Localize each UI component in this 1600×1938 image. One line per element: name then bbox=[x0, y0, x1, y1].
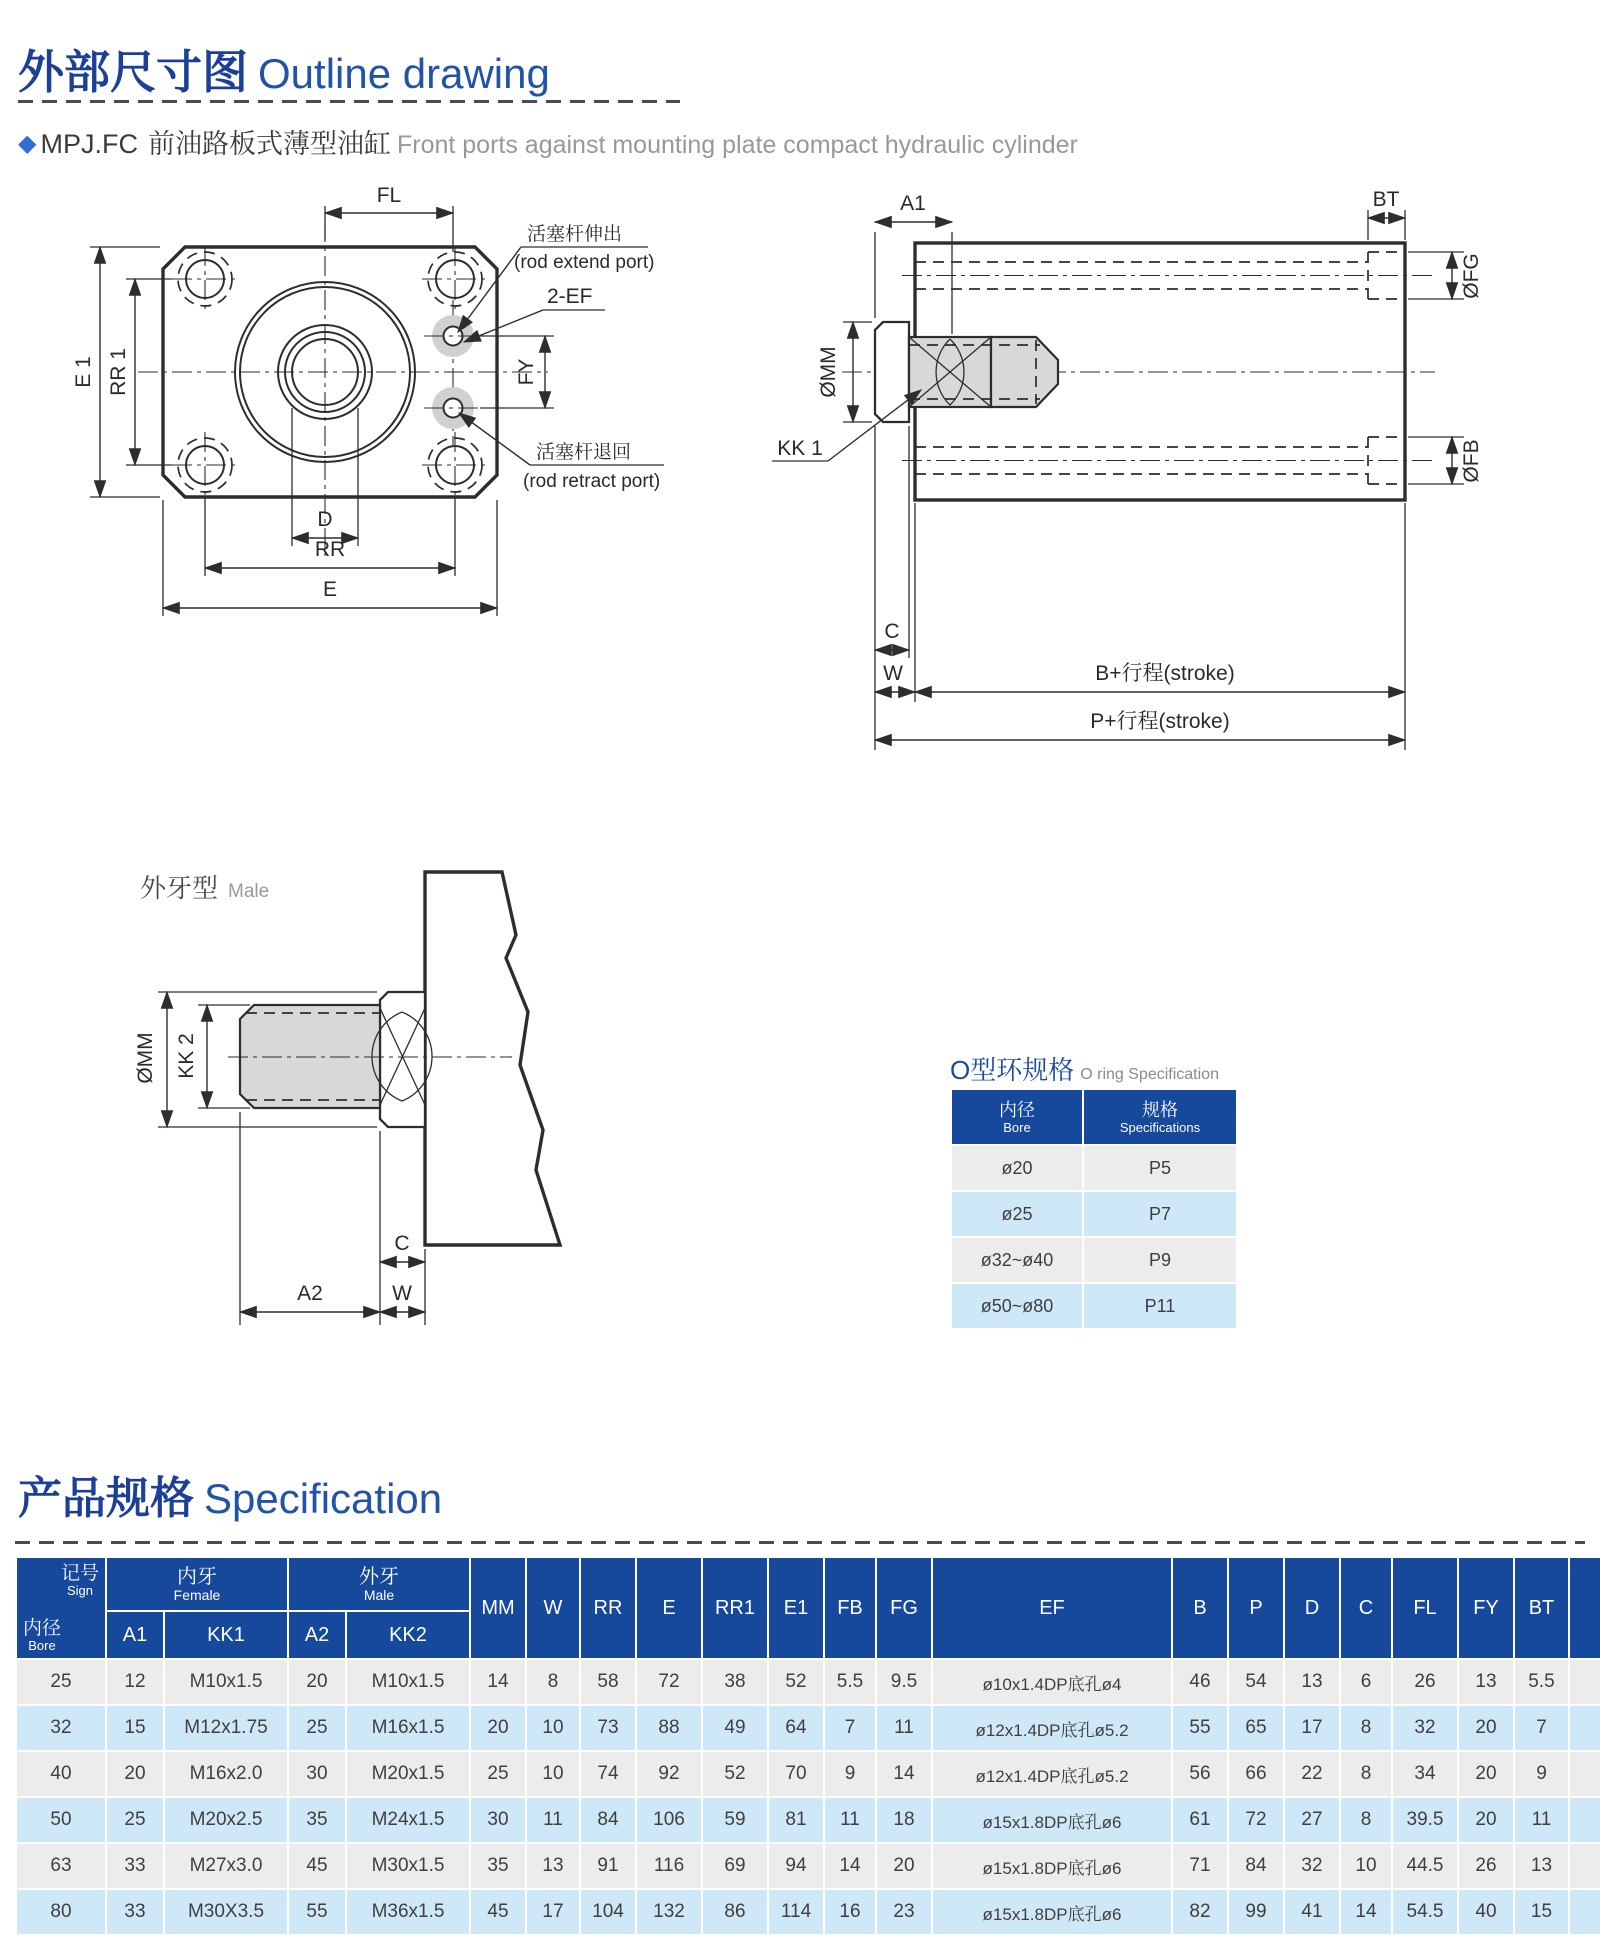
male-view-title-en: Male bbox=[228, 881, 270, 902]
dim-fg: ØFG bbox=[1460, 253, 1483, 299]
table-cell: 45 bbox=[470, 1889, 526, 1935]
dim-fy: FY bbox=[515, 358, 538, 386]
table-cell: P11 bbox=[1083, 1283, 1237, 1329]
table-cell: 15 bbox=[106, 1705, 164, 1751]
page-title-cn: 外部尺寸图 bbox=[18, 46, 248, 98]
male-view-drawing bbox=[134, 872, 560, 1325]
front-view-drawing bbox=[72, 184, 664, 616]
spec-section-title bbox=[18, 1462, 442, 1526]
table-cell: M16x2.0 bbox=[164, 1751, 288, 1797]
table-cell: 20 bbox=[288, 1659, 346, 1705]
col-rr: RR bbox=[580, 1557, 636, 1659]
table-cell: 33 bbox=[106, 1843, 164, 1889]
table-cell: 12 bbox=[106, 1659, 164, 1705]
table-cell: P9 bbox=[1083, 1237, 1237, 1283]
table-cell: 49 bbox=[702, 1705, 768, 1751]
table-cell: 13 bbox=[1458, 1659, 1514, 1705]
side-view-drawing bbox=[772, 188, 1483, 750]
table-cell: P7 bbox=[1083, 1191, 1237, 1237]
col-a1: A1 bbox=[106, 1611, 164, 1659]
table-cell: 14 bbox=[824, 1843, 876, 1889]
oring-header-spec bbox=[1083, 1089, 1237, 1145]
table-cell: 64 bbox=[768, 1705, 824, 1751]
col-c: C bbox=[1340, 1557, 1392, 1659]
table-cell: 20 bbox=[876, 1843, 932, 1889]
table-cell: 94 bbox=[768, 1843, 824, 1889]
table-cell-edge bbox=[1569, 1659, 1600, 1705]
table-cell: 13 bbox=[1514, 1843, 1569, 1889]
table-cell: M30X3.5 bbox=[164, 1889, 288, 1935]
table-row bbox=[951, 1145, 1237, 1191]
table-row bbox=[16, 1797, 1600, 1843]
table-cell: ø50~ø80 bbox=[951, 1283, 1083, 1329]
table-cell: 69 bbox=[702, 1843, 768, 1889]
oring-title-en: O ring Specification bbox=[1080, 1066, 1219, 1083]
spec-table-body bbox=[16, 1659, 1600, 1935]
table-cell: 56 bbox=[1172, 1751, 1228, 1797]
table-cell: 9 bbox=[1514, 1751, 1569, 1797]
table-cell: 11 bbox=[1514, 1797, 1569, 1843]
dim-rr: RR bbox=[314, 538, 346, 561]
table-cell: M20x2.5 bbox=[164, 1797, 288, 1843]
table-cell: M12x1.75 bbox=[164, 1705, 288, 1751]
col-fl: FL bbox=[1392, 1557, 1458, 1659]
table-cell: 8 bbox=[1340, 1797, 1392, 1843]
table-cell: 55 bbox=[1172, 1705, 1228, 1751]
table-cell: 20 bbox=[106, 1751, 164, 1797]
table-cell: M36x1.5 bbox=[346, 1889, 470, 1935]
group-female-en: Female bbox=[173, 1586, 221, 1603]
spec-table bbox=[15, 1556, 1600, 1936]
model-code: MPJ.FC bbox=[40, 129, 138, 159]
subtitle-en: Front ports against mounting plate compact hydraulic cylinder bbox=[396, 131, 1078, 159]
table-cell: 10 bbox=[526, 1705, 580, 1751]
group-female-cn: 内牙 bbox=[177, 1565, 217, 1588]
table-cell: 16 bbox=[824, 1889, 876, 1935]
oring-header-bore bbox=[951, 1089, 1083, 1145]
table-row bbox=[16, 1843, 1600, 1889]
dim-e: E bbox=[322, 578, 338, 601]
col-d: D bbox=[1284, 1557, 1340, 1659]
table-cell: 27 bbox=[1284, 1797, 1340, 1843]
dim-kk2: KK 2 bbox=[175, 1033, 198, 1079]
col-ef: EF bbox=[932, 1557, 1172, 1659]
table-cell: 35 bbox=[470, 1843, 526, 1889]
table-cell: 23 bbox=[876, 1889, 932, 1935]
table-cell: ø15x1.8DP底孔ø6 bbox=[932, 1889, 1172, 1935]
table-cell: 61 bbox=[1172, 1797, 1228, 1843]
table-cell: 26 bbox=[1392, 1659, 1458, 1705]
rod-retract-label-en: (rod retract port) bbox=[523, 471, 661, 492]
col-fy: FY bbox=[1458, 1557, 1514, 1659]
table-cell: 81 bbox=[768, 1797, 824, 1843]
col-kk1: KK1 bbox=[164, 1611, 288, 1659]
dim-d: D bbox=[317, 508, 333, 531]
table-row bbox=[16, 1889, 1600, 1935]
table-cell: 114 bbox=[768, 1889, 824, 1935]
corner-bore-en: Bore bbox=[28, 1638, 56, 1653]
table-cell: 8 bbox=[1340, 1705, 1392, 1751]
table-cell: 70 bbox=[768, 1751, 824, 1797]
dim-2ef: 2-EF bbox=[547, 285, 593, 308]
table-cell: 11 bbox=[526, 1797, 580, 1843]
table-row bbox=[951, 1283, 1237, 1329]
table-cell: 14 bbox=[1340, 1889, 1392, 1935]
col-rr1: RR1 bbox=[702, 1557, 768, 1659]
table-cell: 30 bbox=[288, 1751, 346, 1797]
oring-table bbox=[950, 1088, 1238, 1330]
table-cell: 44.5 bbox=[1392, 1843, 1458, 1889]
table-cell: 17 bbox=[526, 1889, 580, 1935]
table-cell: M24x1.5 bbox=[346, 1797, 470, 1843]
table-cell: 35 bbox=[288, 1797, 346, 1843]
page-title-en: Outline drawing bbox=[258, 50, 550, 97]
table-cell: 32 bbox=[16, 1705, 106, 1751]
table-cell: 10 bbox=[526, 1751, 580, 1797]
table-cell: 9.5 bbox=[876, 1659, 932, 1705]
table-cell: M20x1.5 bbox=[346, 1751, 470, 1797]
table-cell-edge bbox=[1569, 1889, 1600, 1935]
table-cell: 8 bbox=[1340, 1751, 1392, 1797]
table-cell: 11 bbox=[876, 1705, 932, 1751]
table-cell: 52 bbox=[768, 1659, 824, 1705]
table-cell: 40 bbox=[16, 1751, 106, 1797]
table-cell: 6 bbox=[1340, 1659, 1392, 1705]
table-cell: 86 bbox=[702, 1889, 768, 1935]
group-male-cn: 外牙 bbox=[359, 1565, 399, 1588]
group-male-en: Male bbox=[363, 1586, 395, 1603]
table-cell: 20 bbox=[1458, 1751, 1514, 1797]
spec-title-en: Specification bbox=[204, 1475, 443, 1522]
table-cell: 7 bbox=[824, 1705, 876, 1751]
spec-header-row-1 bbox=[16, 1557, 1600, 1611]
table-cell-edge bbox=[1569, 1751, 1600, 1797]
table-cell: 72 bbox=[1228, 1797, 1284, 1843]
table-cell: 5.5 bbox=[1514, 1659, 1569, 1705]
table-cell: 22 bbox=[1284, 1751, 1340, 1797]
table-cell: 25 bbox=[106, 1797, 164, 1843]
oring-table-title bbox=[950, 1050, 1219, 1087]
table-cell: 13 bbox=[1284, 1659, 1340, 1705]
table-cell: 33 bbox=[106, 1889, 164, 1935]
table-cell: 14 bbox=[470, 1659, 526, 1705]
male-view-title-cn: 外牙型 bbox=[140, 873, 219, 903]
dim-mm-side: ØMM bbox=[817, 346, 840, 398]
col-b: B bbox=[1172, 1557, 1228, 1659]
spec-group-male bbox=[288, 1557, 470, 1611]
spec-corner-cell bbox=[16, 1557, 106, 1659]
table-cell: 71 bbox=[1172, 1843, 1228, 1889]
table-cell: ø12x1.4DP底孔ø5.2 bbox=[932, 1751, 1172, 1797]
dim-p-stroke: P+行程(stroke) bbox=[1090, 710, 1230, 733]
table-cell: 34 bbox=[1392, 1751, 1458, 1797]
table-cell: 45 bbox=[288, 1843, 346, 1889]
oring-header-spec-en: Specifications bbox=[1119, 1119, 1201, 1135]
table-cell: 40 bbox=[1458, 1889, 1514, 1935]
table-cell: 38 bbox=[702, 1659, 768, 1705]
table-cell: P5 bbox=[1083, 1145, 1237, 1191]
col-w: W bbox=[526, 1557, 580, 1659]
table-cell: M10x1.5 bbox=[346, 1659, 470, 1705]
table-cell: M30x1.5 bbox=[346, 1843, 470, 1889]
oring-header-bore-en: Bore bbox=[1003, 1119, 1031, 1135]
table-cell: 72 bbox=[636, 1659, 702, 1705]
oring-header-bore-cn: 内径 bbox=[999, 1099, 1035, 1120]
oring-table-body bbox=[951, 1145, 1237, 1329]
table-cell: 39.5 bbox=[1392, 1797, 1458, 1843]
dim-mm-male: ØMM bbox=[134, 1032, 157, 1084]
col-fb: FB bbox=[824, 1557, 876, 1659]
table-cell: M27x3.0 bbox=[164, 1843, 288, 1889]
table-cell: 54 bbox=[1228, 1659, 1284, 1705]
table-cell: 99 bbox=[1228, 1889, 1284, 1935]
table-cell: 25 bbox=[470, 1751, 526, 1797]
table-cell: 52 bbox=[702, 1751, 768, 1797]
table-cell: 74 bbox=[580, 1751, 636, 1797]
table-cell: ø12x1.4DP底孔ø5.2 bbox=[932, 1705, 1172, 1751]
table-cell: 116 bbox=[636, 1843, 702, 1889]
table-cell: 50 bbox=[16, 1797, 106, 1843]
dim-w-male: W bbox=[392, 1282, 412, 1305]
table-cell: 82 bbox=[1172, 1889, 1228, 1935]
corner-bore-cn: 内径 bbox=[23, 1618, 62, 1639]
table-row bbox=[951, 1191, 1237, 1237]
corner-sign-cn: 记号 bbox=[60, 1563, 99, 1584]
table-cell: 65 bbox=[1228, 1705, 1284, 1751]
table-row bbox=[16, 1705, 1600, 1751]
table-cell: 80 bbox=[16, 1889, 106, 1935]
table-cell: 20 bbox=[470, 1705, 526, 1751]
table-cell: 20 bbox=[1458, 1797, 1514, 1843]
table-cell: 55 bbox=[288, 1889, 346, 1935]
dim-kk1: KK 1 bbox=[777, 437, 823, 460]
table-row bbox=[16, 1659, 1600, 1705]
dim-fl: FL bbox=[376, 184, 402, 207]
dim-a1: A1 bbox=[900, 192, 926, 215]
col-mm: MM bbox=[470, 1557, 526, 1659]
table-cell-edge bbox=[1569, 1797, 1600, 1843]
table-cell: 15 bbox=[1514, 1889, 1569, 1935]
rod-extend-label-cn: 活塞杆伸出 bbox=[527, 224, 623, 245]
table-cell: 13 bbox=[526, 1843, 580, 1889]
diamond-icon: ◆ bbox=[18, 130, 37, 157]
table-cell: 25 bbox=[288, 1705, 346, 1751]
table-cell: 132 bbox=[636, 1889, 702, 1935]
col-fg: FG bbox=[876, 1557, 932, 1659]
table-cell: 11 bbox=[824, 1797, 876, 1843]
col-e: E bbox=[636, 1557, 702, 1659]
table-row bbox=[951, 1237, 1237, 1283]
table-cell: 54.5 bbox=[1392, 1889, 1458, 1935]
spec-edge-strip bbox=[1569, 1557, 1600, 1659]
table-cell-edge bbox=[1569, 1705, 1600, 1751]
table-cell: 10 bbox=[1340, 1843, 1392, 1889]
col-bt: BT bbox=[1514, 1557, 1569, 1659]
table-cell: ø20 bbox=[951, 1145, 1083, 1191]
table-cell: 32 bbox=[1392, 1705, 1458, 1751]
table-cell: 8 bbox=[526, 1659, 580, 1705]
table-cell: 20 bbox=[1458, 1705, 1514, 1751]
table-row bbox=[16, 1751, 1600, 1797]
dim-b-stroke: B+行程(stroke) bbox=[1095, 662, 1235, 685]
dim-e1: E 1 bbox=[72, 356, 95, 388]
table-cell: 18 bbox=[876, 1797, 932, 1843]
table-cell: 92 bbox=[636, 1751, 702, 1797]
dim-c-male: C bbox=[394, 1232, 410, 1255]
dim-rr1: RR 1 bbox=[107, 348, 130, 396]
table-cell: M10x1.5 bbox=[164, 1659, 288, 1705]
table-cell: 25 bbox=[16, 1659, 106, 1705]
col-a2: A2 bbox=[288, 1611, 346, 1659]
spec-separator bbox=[15, 1541, 1585, 1544]
table-cell: 66 bbox=[1228, 1751, 1284, 1797]
table-cell: ø15x1.8DP底孔ø6 bbox=[932, 1797, 1172, 1843]
table-cell: 104 bbox=[580, 1889, 636, 1935]
spec-group-female bbox=[106, 1557, 288, 1611]
table-cell: 106 bbox=[636, 1797, 702, 1843]
dim-fb: ØFB bbox=[1460, 439, 1483, 483]
corner-sign-en: Sign bbox=[66, 1583, 93, 1598]
table-cell: 41 bbox=[1284, 1889, 1340, 1935]
spec-title-cn: 产品规格 bbox=[18, 1474, 194, 1523]
dim-bt: BT bbox=[1372, 188, 1400, 211]
table-cell: ø10x1.4DP底孔ø4 bbox=[932, 1659, 1172, 1705]
table-cell: 84 bbox=[580, 1797, 636, 1843]
table-cell: 26 bbox=[1458, 1843, 1514, 1889]
col-e1: E1 bbox=[768, 1557, 824, 1659]
table-cell: 58 bbox=[580, 1659, 636, 1705]
table-cell: 59 bbox=[702, 1797, 768, 1843]
table-cell: 5.5 bbox=[824, 1659, 876, 1705]
table-cell: 91 bbox=[580, 1843, 636, 1889]
table-cell: 46 bbox=[1172, 1659, 1228, 1705]
table-cell: 7 bbox=[1514, 1705, 1569, 1751]
subtitle-cn: 前油路板式薄型油缸 bbox=[147, 129, 391, 159]
dim-w-side: W bbox=[883, 662, 903, 685]
table-cell: 32 bbox=[1284, 1843, 1340, 1889]
oring-header-row bbox=[951, 1089, 1237, 1145]
table-cell: 84 bbox=[1228, 1843, 1284, 1889]
rod-extend-label-en: (rod extend port) bbox=[514, 252, 655, 273]
dim-a2: A2 bbox=[297, 1282, 323, 1305]
table-cell: 30 bbox=[470, 1797, 526, 1843]
table-cell: ø32~ø40 bbox=[951, 1237, 1083, 1283]
dim-c-side: C bbox=[884, 620, 900, 643]
table-cell: 9 bbox=[824, 1751, 876, 1797]
table-cell: 88 bbox=[636, 1705, 702, 1751]
col-kk2: KK2 bbox=[346, 1611, 470, 1659]
table-cell: 73 bbox=[580, 1705, 636, 1751]
table-cell: M16x1.5 bbox=[346, 1705, 470, 1751]
table-cell: 17 bbox=[1284, 1705, 1340, 1751]
table-cell: 14 bbox=[876, 1751, 932, 1797]
oring-title-cn: O型环规格 bbox=[950, 1055, 1075, 1085]
table-cell: ø25 bbox=[951, 1191, 1083, 1237]
col-p: P bbox=[1228, 1557, 1284, 1659]
table-cell-edge bbox=[1569, 1843, 1600, 1889]
rod-retract-label-cn: 活塞杆退回 bbox=[536, 442, 632, 463]
table-cell: ø15x1.8DP底孔ø6 bbox=[932, 1843, 1172, 1889]
table-cell: 63 bbox=[16, 1843, 106, 1889]
oring-header-spec-cn: 规格 bbox=[1142, 1099, 1178, 1120]
